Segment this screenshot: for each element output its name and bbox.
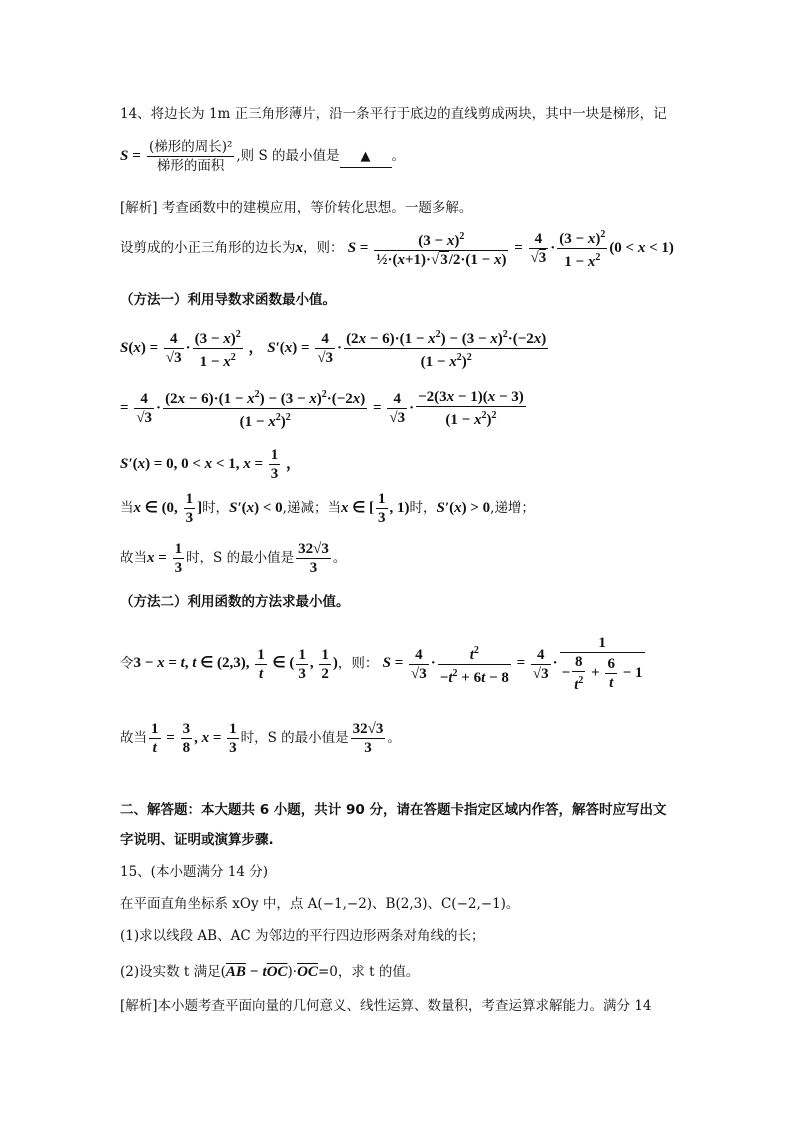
method1-line2: = $\frac{4}{√3}$ · $\frac{(2x - 6)\cdot(1 - x^2) - (3 - x)^2\cdot(-2x)}{(1 - x^2)^2}$ = $\frac{4}{√3}$ · $\frac{-2(3x - 1)(x - 3)}{(1 - x^2)^2}$ <box>120 386 528 431</box>
method1-line4: 当x ∈ (0, $\frac{1}{3}$ ]时，S′(x) < 0,递减；当x ∈ [ $\frac{1}{3}$ , 1)时，S′(x) > 0,递增； <box>120 491 535 526</box>
q15-l3-c: =0，求 t 的值。 <box>317 964 420 980</box>
q15-line3: (2)设实数 t 满足$(\overline{AB} - t\overline{OC})\cdot\overline{OC}=0$，求 t 的值。 <box>120 964 420 980</box>
part2-heading-2: 字说明、证明或演算步骤. <box>120 832 274 848</box>
q14-after: ,则 S 的最小值是 <box>236 148 340 164</box>
m1-l4-d: 时， <box>409 499 437 516</box>
method2-line1: 令3 − x = t, t ∈ (2,3), $\frac{1}{t}$ ∈ ( $\frac{1}{3}$ , $\frac{1}{2}$ )，则： S = $\frac{4}{√3}$ · $\frac{t^2}{-t^2 + 6t - 8}$ = $\frac{4}{√3}$ · 1 − $\frac{8}{t^2}$ + $\frac{6}{t}$ − 1 <box>120 635 643 693</box>
q14-line1: 14、将边长为 1m 正三角形薄片，沿一条平行于底边的直线剪成两块，其中一块是梯形，记 <box>120 106 667 122</box>
method1-line1: S(x) = $\frac{4}{√3}$ · $\frac{(3 - x)^2}{1 - x^2}$ ， S′(x) = $\frac{4}{√3}$ · $\frac{(2x - 6)\cdot(1 - x^2) - (3 - x)^2\cdot(-2x)}{(1 - x^2)^2}$ <box>120 326 550 371</box>
part2-heading-1: 二、解答题：本大题共 6 小题，共计 90 分，请在答题卡指定区域内作答，解答时应写出文 <box>120 802 667 818</box>
m1-l4-a: 当 <box>120 499 134 516</box>
m1-l5-end: 。 <box>332 550 347 566</box>
setup-equation: S = $\frac{(3 - x)^2}{\text{½·(x+1)·√3/2·(1 − x)}}$ = $\frac{4}{√3}$ · $\frac{(3 - x)^2}{1 - x^2}$ (0 < x < 1) <box>348 240 674 256</box>
method2-line2: 故当 $\frac{1}{t}$ = $\frac{3}{8}$ , x = $\frac{1}{3}$ 时，S 的最小值是 $\frac{32√3}{3}$ 。 <box>120 721 401 757</box>
m1-l5-a: 故当 <box>120 550 147 566</box>
method1-title: （方法一）利用导数求函数最小值。 <box>120 292 336 308</box>
setup-line <box>120 226 674 271</box>
answer-blank <box>340 146 392 168</box>
m1-l4-e: 递增； <box>494 499 535 516</box>
q14-fraction <box>147 138 234 175</box>
m1-l4-c: 递减；当 <box>286 499 341 516</box>
triangle-marker-icon: ▲ <box>360 149 371 164</box>
setup-then: ，则： <box>303 239 344 256</box>
q15-l3-b: )· <box>287 964 298 980</box>
q14-s-definition <box>120 138 405 175</box>
m2-l2-b: 时，S 的最小值是 <box>240 730 349 746</box>
method1-line3: S′(x) = 0, 0 < x < 1, x = $\frac{1}{3}$ ， <box>120 447 302 482</box>
q15-analysis: [解析]本小题考查平面向量的几何意义、线性运算、数量积，考查运算求解能力。满分 14 <box>120 998 652 1014</box>
m2-l2-end: 。 <box>387 730 401 746</box>
method1-line5: 故当x = $\frac{1}{3}$ 时，S 的最小值是 $\frac{32√3}{3}$ 。 <box>120 541 347 577</box>
method2-title: （方法二）利用函数的方法求最小值。 <box>120 594 350 610</box>
q15-line1: 在平面直角坐标系 xOy 中，点 A(−1,−2)、B(2,3)、C(−2,−1)。 <box>120 896 520 912</box>
m2-l1-b: ，则： <box>337 655 379 672</box>
m2-l1-a: 令 <box>120 655 134 672</box>
q14-end: 。 <box>391 148 406 164</box>
q14-frac-num: (梯形的周长)² <box>148 139 233 155</box>
m1-l5-b: 时，S 的最小值是 <box>186 550 295 566</box>
q15-line2: (1)求以线段 AB、AC 为邻边的平行四边形两条对角线的长； <box>120 928 485 944</box>
m2-l2-a: 故当 <box>120 730 147 746</box>
setup-text: 设剪成的小正三角形的边长为 <box>120 239 296 256</box>
q14-frac-den: 梯形的面积 <box>156 158 225 174</box>
setup-var: x <box>295 239 303 256</box>
analysis-line: [解析] 考查函数中的建模应用，等价转化思想。一题多解。 <box>120 200 473 216</box>
q15-l3-a: (2)设实数 t 满足( <box>120 964 226 980</box>
m1-l4-b: 时， <box>202 499 230 516</box>
q14-s-label: S = <box>120 148 141 164</box>
q15-title: 15、(本小题满分 14 分) <box>120 864 268 880</box>
